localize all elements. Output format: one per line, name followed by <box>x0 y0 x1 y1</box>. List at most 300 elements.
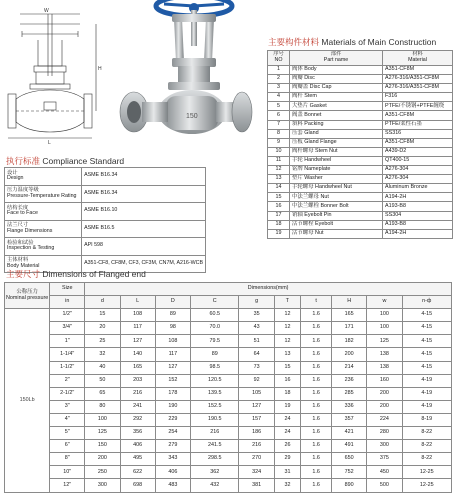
dimensions-column-header: g <box>239 296 274 309</box>
dimensions-cell: 152.5 <box>191 400 239 413</box>
dimensions-cell: 650 <box>332 453 367 466</box>
materials-row <box>268 120 453 129</box>
dimensions-cell: 214 <box>332 361 367 374</box>
dimensions-size: 1-1/4" <box>50 348 85 361</box>
materials-title-cn: 主要构件材料 <box>268 37 320 47</box>
dimensions-cell: 139.5 <box>191 387 239 400</box>
dimensions-cell: 336 <box>332 400 367 413</box>
materials-row <box>268 156 453 165</box>
materials-material: A276-316/A351-CF8M <box>383 75 453 84</box>
dimensions-size: 1-1/2" <box>50 361 85 374</box>
dimensions-title-cn: 主要尺寸 <box>6 269 41 279</box>
dimensions-cell: 160 <box>367 374 402 387</box>
dimensions-cell: 270 <box>239 453 274 466</box>
materials-row <box>268 147 453 156</box>
materials-material: A276-304 <box>383 166 453 175</box>
dimensions-size: 1" <box>50 335 85 348</box>
dimensions-cell: 357 <box>332 413 367 426</box>
materials-row <box>268 202 453 211</box>
materials-row <box>268 129 453 138</box>
dimensions-cell: 8-22 <box>402 427 451 440</box>
svg-text:H: H <box>98 66 102 72</box>
dimensions-cell: 200 <box>85 453 120 466</box>
dimensions-cell: 50 <box>85 374 120 387</box>
materials-no: 3 <box>268 84 290 93</box>
materials-row <box>268 184 453 193</box>
dimensions-row <box>5 400 452 413</box>
dimensions-header-row-2 <box>5 296 452 309</box>
dimensions-cell: 890 <box>332 479 367 492</box>
dimensions-cell: 8-22 <box>402 453 451 466</box>
dimensions-cell: 406 <box>120 440 155 453</box>
dimensions-cell: 152 <box>155 374 190 387</box>
dimensions-cell: 250 <box>85 466 120 479</box>
compliance-label-cn: 结构长度 <box>7 204 29 211</box>
dimensions-cell: 375 <box>367 453 402 466</box>
dimensions-column-header: d <box>85 296 120 309</box>
dimensions-size: 4" <box>50 413 85 426</box>
materials-no: 16 <box>268 202 290 211</box>
materials-material: A351-CF8M <box>383 138 453 147</box>
dimensions-cell: 171 <box>332 322 367 335</box>
materials-no: 5 <box>268 102 290 111</box>
dimensions-cell: 406 <box>155 466 190 479</box>
materials-row <box>268 166 453 175</box>
dimensions-cell: 200 <box>367 387 402 400</box>
materials-row <box>268 211 453 220</box>
dimensions-cell: 65 <box>85 387 120 400</box>
compliance-row <box>5 168 206 186</box>
dimensions-size: 2-1/2" <box>50 387 85 400</box>
dimensions-cell: 4-19 <box>402 400 451 413</box>
dimensions-cell: 178 <box>155 387 190 400</box>
dimensions-header-row-1 <box>5 283 452 296</box>
materials-part: 阀体 Body <box>290 66 383 75</box>
materials-no: 4 <box>268 93 290 102</box>
dimensions-cell: 4-15 <box>402 348 451 361</box>
dimensions-cell: 1.6 <box>301 374 332 387</box>
dimensions-cell: 18 <box>274 387 300 400</box>
materials-no: 2 <box>268 75 290 84</box>
dimensions-cell: 117 <box>155 348 190 361</box>
svg-text:W: W <box>44 8 49 14</box>
compliance-value: ASME B16.10 <box>82 203 206 221</box>
materials-material: Aluminum Bronze <box>383 184 453 193</box>
dimensions-cell: 29 <box>274 453 300 466</box>
compliance-label <box>5 168 82 186</box>
compliance-label-cn: 法兰尺寸 <box>7 222 29 229</box>
dimensions-cell: 224 <box>367 413 402 426</box>
dimensions-cell: 165 <box>332 309 367 322</box>
dimensions-cell: 127 <box>155 361 190 374</box>
dimensions-cell: 4-15 <box>402 361 451 374</box>
compliance-table <box>4 167 206 273</box>
materials-part: 压板 Gland Flange <box>290 138 383 147</box>
dimensions-cell: 200 <box>332 348 367 361</box>
materials-no: 9 <box>268 138 290 147</box>
dimensions-cell: 73 <box>239 361 274 374</box>
dimensions-column-header: n-ф <box>402 296 451 309</box>
dimensions-cell: 1.6 <box>301 466 332 479</box>
dimensions-column-header: t <box>301 296 332 309</box>
dimensions-row <box>5 440 452 453</box>
dimensions-cell: 12 <box>274 309 300 322</box>
dimensions-cell: 79.5 <box>191 335 239 348</box>
dimensions-cell: 15 <box>85 309 120 322</box>
compliance-label <box>5 203 82 221</box>
dimensions-cell: 4-15 <box>402 322 451 335</box>
compliance-row <box>5 238 206 256</box>
materials-part: 阀杆 Stem <box>290 93 383 102</box>
dimensions-cell: 20 <box>85 322 120 335</box>
materials-no: 8 <box>268 129 290 138</box>
dimensions-cell: 298.5 <box>191 453 239 466</box>
dimensions-cell: 80 <box>85 400 120 413</box>
dimensions-cell: 300 <box>85 479 120 492</box>
materials-part: 阀杆螺母 Stem Nut <box>290 147 383 156</box>
dimensions-cell: 15 <box>274 361 300 374</box>
dimensions-row <box>5 453 452 466</box>
dimensions-column-header: w <box>367 296 402 309</box>
dimensions-row <box>5 387 452 400</box>
dimensions-row <box>5 309 452 322</box>
materials-part: 压套 Gland <box>290 129 383 138</box>
compliance-label <box>5 220 82 238</box>
dimensions-cell: 1.6 <box>301 400 332 413</box>
dimensions-cell: 70.0 <box>191 322 239 335</box>
compliance-value: ASME B16.34 <box>82 168 206 186</box>
materials-no: 11 <box>268 156 290 165</box>
dimensions-cell: 98.5 <box>191 361 239 374</box>
materials-header-no: 序号 NO <box>268 51 290 66</box>
materials-row <box>268 193 453 202</box>
materials-row <box>268 111 453 120</box>
dimensions-row <box>5 413 452 426</box>
dimensions-cell: 64 <box>239 348 274 361</box>
dimensions-cell: 127 <box>120 335 155 348</box>
dimensions-row <box>5 335 452 348</box>
dimensions-cell: 108 <box>155 335 190 348</box>
dimensions-cell: 127 <box>239 400 274 413</box>
dimensions-cell: 216 <box>191 427 239 440</box>
dimensions-cell: 105 <box>239 387 274 400</box>
dimensions-cell: 1.6 <box>301 322 332 335</box>
dimensions-cell: 100 <box>85 413 120 426</box>
materials-part: 垫片 Washer <box>290 175 383 184</box>
dimensions-cell: 43 <box>239 322 274 335</box>
dimensions-row <box>5 348 452 361</box>
compliance-label-en: Face to Face <box>7 210 38 217</box>
materials-part: 填料 Packing <box>290 120 383 129</box>
dimensions-cell: 31 <box>274 466 300 479</box>
dimensions-cell: 1.6 <box>301 387 332 400</box>
dimensions-cell: 254 <box>155 427 190 440</box>
dimensions-cell: 16 <box>274 374 300 387</box>
materials-row <box>268 175 453 184</box>
compliance-label-en: Design <box>7 175 24 182</box>
dimensions-row <box>5 466 452 479</box>
dimensions-size: 10" <box>50 466 85 479</box>
dimensions-class-value: 150Lb <box>5 309 50 492</box>
materials-header-material: 材料 Material <box>383 51 453 66</box>
materials-material: PTFE/不锈钢+PTFE缠绕 <box>383 102 453 111</box>
materials-no: 19 <box>268 229 290 238</box>
dimensions-cell: 32 <box>274 479 300 492</box>
dimensions-cell: 150 <box>85 440 120 453</box>
materials-heading <box>268 36 436 48</box>
materials-title-en: Materials of Main Construction <box>321 37 437 47</box>
dimensions-cell: 26 <box>274 440 300 453</box>
materials-row <box>268 66 453 75</box>
dimensions-cell: 182 <box>332 335 367 348</box>
dimensions-column-header: T <box>274 296 300 309</box>
dimensions-cell: 1.6 <box>301 335 332 348</box>
dimensions-cell: 752 <box>332 466 367 479</box>
compliance-value: API 598 <box>82 238 206 256</box>
dimensions-cell: 100 <box>367 309 402 322</box>
dimensions-cell: 495 <box>120 453 155 466</box>
compliance-value: ASME B16.5 <box>82 220 206 238</box>
materials-row <box>268 220 453 229</box>
valve-technical-drawing <box>4 4 108 146</box>
dimensions-cell: 138 <box>367 348 402 361</box>
dimensions-cell: 12 <box>274 322 300 335</box>
materials-no: 6 <box>268 111 290 120</box>
dimensions-column-header: L <box>120 296 155 309</box>
materials-no: 12 <box>268 166 290 175</box>
materials-material: A276-316/A351-CF8M <box>383 84 453 93</box>
materials-material: A276-304 <box>383 175 453 184</box>
materials-material: A351-CF8M <box>383 111 453 120</box>
materials-part: 中法兰螺母 Nut <box>290 193 383 202</box>
compliance-value: A351-CF8, CF8M, CF3, CF3M, CN7M, A216-WCB <box>82 255 206 273</box>
svg-text:L: L <box>48 140 51 146</box>
dimensions-cell: 125 <box>367 335 402 348</box>
dimensions-row <box>5 374 452 387</box>
materials-part: 活节螺母 Nut <box>290 229 383 238</box>
compliance-row <box>5 185 206 203</box>
dimensions-cell: 51 <box>239 335 274 348</box>
dimensions-cell: 200 <box>367 400 402 413</box>
materials-no: 1 <box>268 66 290 75</box>
dimensions-cell: 157 <box>239 413 274 426</box>
dimensions-cell: 8-22 <box>402 440 451 453</box>
dimensions-row <box>5 479 452 492</box>
dimensions-cell: 292 <box>120 413 155 426</box>
dimensions-cell: 4-19 <box>402 387 451 400</box>
dimensions-cell: 421 <box>332 427 367 440</box>
compliance-label-en: Flange Dimensions <box>7 227 53 234</box>
dimensions-cell: 491 <box>332 440 367 453</box>
materials-material: A439-D2 <box>383 147 453 156</box>
materials-no: 17 <box>268 211 290 220</box>
dimensions-cell: 13 <box>274 348 300 361</box>
materials-no: 18 <box>268 220 290 229</box>
dimensions-cell: 92 <box>239 374 274 387</box>
dimensions-size: 3/4" <box>50 322 85 335</box>
dimensions-cell: 280 <box>367 427 402 440</box>
compliance-row <box>5 220 206 238</box>
dimensions-cell: 89 <box>191 348 239 361</box>
dimensions-cell: 432 <box>191 479 239 492</box>
dimensions-cell: 216 <box>239 440 274 453</box>
materials-material: SS304 <box>383 211 453 220</box>
dimensions-cell: 381 <box>239 479 274 492</box>
compliance-label-cn: 设计 <box>7 169 18 176</box>
valve-product-photo <box>112 0 254 150</box>
dimensions-row <box>5 361 452 374</box>
dimensions-cell: 1.6 <box>301 413 332 426</box>
valve-photo-svg <box>112 0 254 150</box>
dimensions-cell: 698 <box>120 479 155 492</box>
materials-table <box>267 50 453 239</box>
dimensions-size: 12" <box>50 479 85 492</box>
dimensions-cell: 12-25 <box>402 466 451 479</box>
compliance-label-cn: 检验和试验 <box>7 239 34 246</box>
dimensions-cell: 1.6 <box>301 348 332 361</box>
compliance-label-en: Pressure-Temperature Rating <box>7 192 77 199</box>
dimensions-cell: 1.6 <box>301 440 332 453</box>
materials-part: 活节螺栓 Eyebolt <box>290 220 383 229</box>
dimensions-cell: 1.6 <box>301 453 332 466</box>
dimensions-cell: 24 <box>274 413 300 426</box>
dimensions-cell: 35 <box>239 309 274 322</box>
compliance-label-en: Inspection & Testing <box>7 245 55 252</box>
materials-header-part: 部件 Part name <box>290 51 383 66</box>
materials-no: 13 <box>268 175 290 184</box>
dimensions-cell: 120.5 <box>191 374 239 387</box>
dimensions-unit-size: in <box>50 296 85 309</box>
dimensions-cell: 12 <box>274 335 300 348</box>
materials-row <box>268 138 453 147</box>
materials-header-row <box>268 51 453 66</box>
materials-part: 手轮 Handwheel <box>290 156 383 165</box>
dimensions-cell: 117 <box>120 322 155 335</box>
dimensions-cell: 19 <box>274 400 300 413</box>
dimensions-size: 8" <box>50 453 85 466</box>
dimensions-cell: 356 <box>120 427 155 440</box>
dimensions-cell: 203 <box>120 374 155 387</box>
dimensions-size: 6" <box>50 440 85 453</box>
dimensions-cell: 60.5 <box>191 309 239 322</box>
materials-no: 10 <box>268 147 290 156</box>
dimensions-row <box>5 322 452 335</box>
materials-part: 阀盖 Bonnet <box>290 111 383 120</box>
dimensions-cell: 24 <box>274 427 300 440</box>
materials-no: 14 <box>268 184 290 193</box>
materials-no: 7 <box>268 120 290 129</box>
materials-material: A193-B8 <box>383 202 453 211</box>
dimensions-cell: 32 <box>85 348 120 361</box>
dimensions-cell: 343 <box>155 453 190 466</box>
dimensions-cell: 100 <box>367 322 402 335</box>
dimensions-cell: 1.6 <box>301 361 332 374</box>
dimensions-cell: 279 <box>155 440 190 453</box>
dimensions-cell: 362 <box>191 466 239 479</box>
dimensions-cell: 500 <box>367 479 402 492</box>
dimensions-column-header: H <box>332 296 367 309</box>
dimensions-table <box>4 282 452 493</box>
dimensions-cell: 241.5 <box>191 440 239 453</box>
dimensions-cell: 4-19 <box>402 374 451 387</box>
dimensions-cell: 622 <box>120 466 155 479</box>
dimensions-header-size: Size <box>50 283 85 296</box>
materials-material: A351-CF8M <box>383 66 453 75</box>
materials-material: A194-2H <box>383 193 453 202</box>
dimensions-title-en: Dimensions of Flanged end <box>42 269 146 279</box>
materials-no: 15 <box>268 193 290 202</box>
materials-row <box>268 229 453 238</box>
dimensions-cell: 89 <box>155 309 190 322</box>
dimensions-cell: 138 <box>367 361 402 374</box>
materials-part: 铭牌 Nameplate <box>290 166 383 175</box>
dimensions-cell: 483 <box>155 479 190 492</box>
compliance-label-cn: 主体材料 <box>7 257 29 264</box>
dimensions-cell: 190.5 <box>191 413 239 426</box>
dimensions-heading <box>6 268 146 280</box>
dimensions-cell: 12-25 <box>402 479 451 492</box>
dimensions-cell: 1.6 <box>301 479 332 492</box>
materials-part: 阀瓣 Disc <box>290 75 383 84</box>
dimensions-cell: 25 <box>85 335 120 348</box>
dimensions-cell: 216 <box>120 387 155 400</box>
materials-part: 大垫片 Gasket <box>290 102 383 111</box>
materials-row <box>268 75 453 84</box>
dimensions-cell: 4-15 <box>402 335 451 348</box>
dimensions-cell: 190 <box>155 400 190 413</box>
compliance-label-en: Body Material <box>7 262 40 269</box>
dimensions-cell: 324 <box>239 466 274 479</box>
dimensions-cell: 98 <box>155 322 190 335</box>
materials-row <box>268 84 453 93</box>
compliance-label-cn: 压力温度等级 <box>7 187 39 194</box>
dimensions-cell: 140 <box>120 348 155 361</box>
dimensions-cell: 285 <box>332 387 367 400</box>
dimensions-cell: 108 <box>120 309 155 322</box>
materials-material: PTFE/柔性石墨 <box>383 120 453 129</box>
dimensions-cell: 4-15 <box>402 309 451 322</box>
dimensions-row <box>5 427 452 440</box>
dimensions-cell: 229 <box>155 413 190 426</box>
dimensions-header-dims: Dimensions(mm) <box>85 283 452 296</box>
dimensions-size: 5" <box>50 427 85 440</box>
valve-drawing-svg <box>4 4 108 146</box>
dimensions-cell: 165 <box>120 361 155 374</box>
dimensions-cell: 300 <box>367 440 402 453</box>
compliance-title-en: Compliance Standard <box>42 156 125 166</box>
compliance-label <box>5 185 82 203</box>
dimensions-cell: 241 <box>120 400 155 413</box>
materials-material: A194-2H <box>383 229 453 238</box>
dimensions-size: 1/2" <box>50 309 85 322</box>
dimensions-cell: 236 <box>332 374 367 387</box>
materials-row <box>268 93 453 102</box>
materials-material: QT400-15 <box>383 156 453 165</box>
compliance-title-cn: 执行标准 <box>6 156 41 166</box>
compliance-value: ASME B16.34 <box>82 185 206 203</box>
dimensions-size: 3" <box>50 400 85 413</box>
materials-part: 手轮螺母 Handwheel Nut <box>290 184 383 193</box>
dimensions-cell: 1.6 <box>301 427 332 440</box>
dimensions-column-header: C <box>191 296 239 309</box>
compliance-heading <box>6 155 124 167</box>
materials-part: 销轴 Eyebolt Pin <box>290 211 383 220</box>
materials-material: F316 <box>383 93 453 102</box>
compliance-label <box>5 238 82 256</box>
dimensions-column-header: D <box>155 296 190 309</box>
dimensions-cell: 8-19 <box>402 413 451 426</box>
dimensions-cell: 186 <box>239 427 274 440</box>
